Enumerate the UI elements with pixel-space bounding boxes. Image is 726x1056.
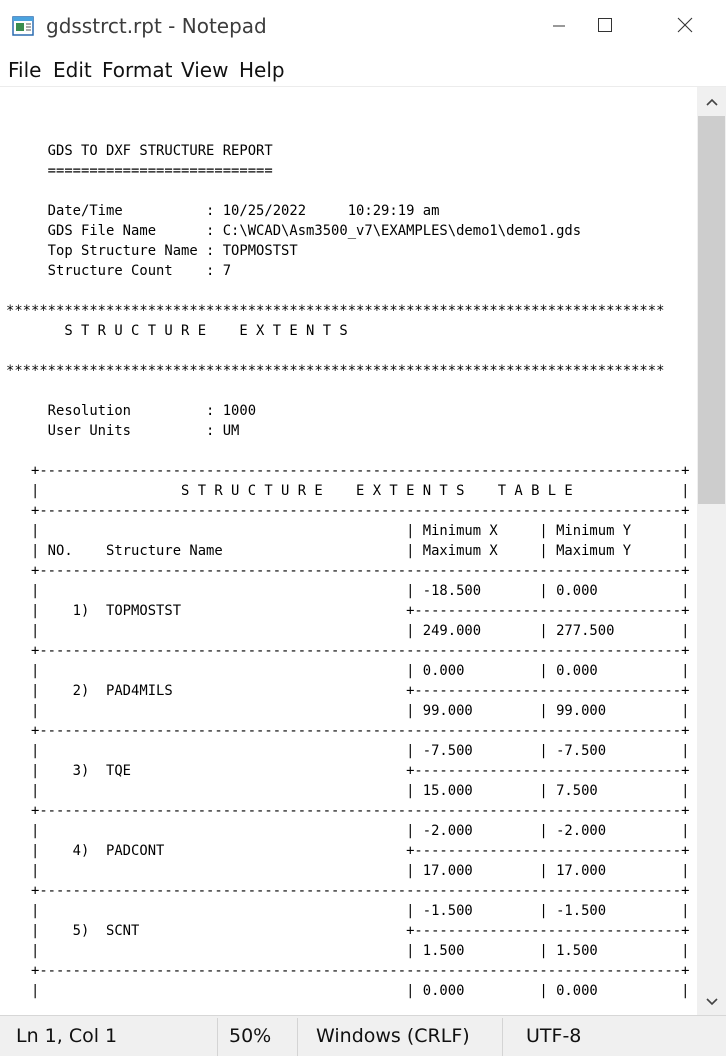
document-line: +-----------------------------------------------------------------------------+	[6, 503, 690, 519]
status-cursor-position: Ln 1, Col 1	[16, 1025, 118, 1047]
document-line: +-----------------------------------------------------------------------------+	[6, 463, 690, 479]
document-line: Top Structure Name : TOPMOSTST	[6, 243, 298, 259]
document-line: | | 0.000 | 0.000 |	[6, 983, 690, 999]
document-line: | | 99.000 | 99.000 |	[6, 703, 690, 719]
document-line: | | 15.000 | 7.500 |	[6, 783, 690, 799]
status-bar	[0, 1015, 726, 1056]
vertical-scrollbar[interactable]	[697, 87, 726, 1015]
minimize-button[interactable]	[536, 0, 582, 54]
menu-format[interactable]: Format	[102, 58, 173, 82]
document-line: | | -18.500 | 0.000 |	[6, 583, 690, 599]
document-line: | 5) SCNT +--------------------------------+	[6, 923, 690, 939]
menu-edit[interactable]: Edit	[53, 58, 92, 82]
scrollbar-thumb[interactable]	[698, 116, 725, 504]
text-editor[interactable]	[0, 87, 697, 1015]
status-separator	[502, 1018, 503, 1056]
document-line: Resolution : 1000	[6, 403, 257, 419]
document-line: | 4) PADCONT +--------------------------------+	[6, 843, 690, 859]
scroll-down-arrow-icon	[705, 992, 719, 1011]
document-line: +-----------------------------------------------------------------------------+	[6, 723, 690, 739]
scroll-up-button[interactable]	[697, 87, 726, 115]
document-line: Date/Time : 10/25/2022 10:29:19 am	[6, 203, 440, 219]
document-line: | | -1.500 | -1.500 |	[6, 903, 690, 919]
document-line: | | 249.000 | 277.500 |	[6, 623, 690, 639]
menu-view[interactable]: View	[181, 58, 229, 82]
maximize-icon	[597, 17, 613, 37]
document-line: +-----------------------------------------------------------------------------+	[6, 643, 690, 659]
status-zoom: 50%	[229, 1025, 272, 1047]
status-separator	[297, 1018, 298, 1056]
title-bar[interactable]	[0, 0, 726, 54]
document-line: | 1) TOPMOSTST +--------------------------------+	[6, 603, 690, 619]
document-line: | S T R U C T U R E E X T E N T S T A B L E |	[6, 483, 690, 499]
document-line: | | -2.000 | -2.000 |	[6, 823, 690, 839]
menu-file[interactable]: File	[8, 58, 42, 82]
document-line: User Units : UM	[6, 423, 240, 439]
status-separator	[217, 1018, 218, 1056]
document-line: +-----------------------------------------------------------------------------+	[6, 963, 690, 979]
document-line: | NO. Structure Name | Maximum X | Maximum Y |	[6, 543, 690, 559]
document-line: | | 1.500 | 1.500 |	[6, 943, 690, 959]
document-line: Structure Count : 7	[6, 263, 232, 279]
maximize-button[interactable]	[582, 0, 628, 54]
document-line: | 2) PAD4MILS +--------------------------------+	[6, 683, 690, 699]
document-line: +-----------------------------------------------------------------------------+	[6, 883, 690, 899]
document-line: +-----------------------------------------------------------------------------+	[6, 803, 690, 819]
window-title: gdsstrct.rpt - Notepad	[46, 14, 267, 38]
document-line: | | 0.000 | 0.000 |	[6, 663, 690, 679]
document-line: GDS TO DXF STRUCTURE REPORT	[6, 143, 273, 159]
menu-help[interactable]: Help	[239, 58, 285, 82]
minimize-icon	[552, 18, 566, 37]
document-line: | | 17.000 | 17.000 |	[6, 863, 690, 879]
document-line: +-----------------------------------------------------------------------------+	[6, 563, 690, 579]
notepad-app-icon	[12, 15, 34, 37]
status-line-endings: Windows (CRLF)	[316, 1025, 470, 1047]
status-encoding: UTF-8	[526, 1025, 582, 1047]
document-text	[6, 101, 689, 1001]
scroll-up-arrow-icon	[705, 92, 719, 111]
document-line: | | Minimum X | Minimum Y |	[6, 523, 690, 539]
close-button[interactable]	[662, 0, 708, 54]
document-line: ===========================	[6, 163, 273, 179]
scroll-down-button[interactable]	[697, 987, 726, 1015]
document-line: S T R U C T U R E E X T E N T S	[6, 323, 348, 339]
close-icon	[677, 17, 693, 37]
document-line: GDS File Name : C:\WCAD\Asm3500_v7\EXAMPLES\demo1\demo1.gds	[6, 223, 582, 239]
document-line: | 3) TQE +--------------------------------+	[6, 763, 690, 779]
document-line: *******************************************************************************	[6, 303, 665, 319]
document-line: *******************************************************************************	[6, 363, 665, 379]
menu-bar	[0, 54, 726, 87]
document-line: | | -7.500 | -7.500 |	[6, 743, 690, 759]
